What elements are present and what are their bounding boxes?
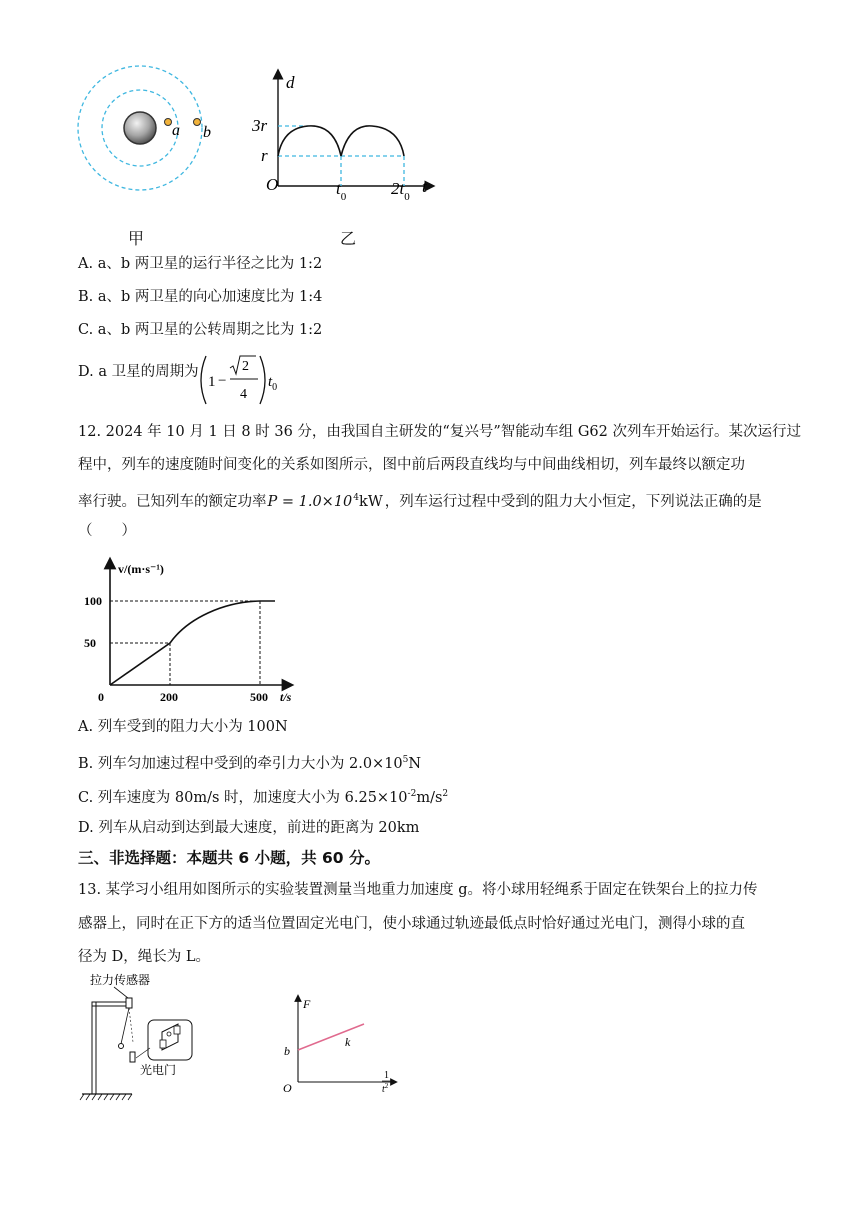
satellite-a	[165, 119, 172, 126]
svg-text:2: 2	[242, 359, 249, 374]
label-sensor: 拉力传感器	[90, 973, 151, 987]
section-3-title: 三、非选择题：本题共 6 小题，共 60 分。	[78, 849, 380, 867]
velocity-time-chart	[76, 555, 306, 705]
f-intercept: b	[284, 1044, 290, 1058]
q13-line-2: 感器上，同时在正下方的适当位置固定光电门，使小球通过轨迹最低点时恰好通过光电门，测得小球的直	[78, 916, 745, 932]
svg-text:t0: $t_0$	[268, 374, 278, 393]
origin-O: O	[266, 175, 279, 194]
q11-option-d	[78, 362, 199, 382]
vt-xlabel: t/s	[280, 690, 292, 704]
f-ylabel: F	[303, 997, 311, 1011]
vt-ylabel: v/(m·s⁻¹)	[118, 562, 164, 576]
q13-line-1: 13. 某学习小组用如图所示的实验装置测量当地重力加速度 g。将小球用轻绳系于固定在铁架台上的拉力传	[78, 882, 758, 898]
q11-option-c: C. a、b 两卫星的公转周期之比为 1:2	[78, 322, 323, 338]
svg-text:1: 1	[208, 374, 216, 390]
svg-text:−: −	[218, 373, 227, 389]
photogate-zoom	[148, 1020, 192, 1060]
q12-line-4: （ ）	[78, 523, 136, 539]
f-line	[298, 1024, 364, 1050]
q12-line-1: 12. 2024 年 10 月 1 日 8 时 36 分，由我国自主研发的“复兴号”智能动车组 G62 次列车开始运行。某次运行过	[78, 424, 801, 440]
tick-3r: 3r	[252, 116, 268, 135]
stand-pole	[92, 1002, 96, 1094]
svg-text:4: 4	[240, 387, 247, 402]
vt-xtick-500: 500	[250, 690, 268, 704]
q11-option-b: B. a、b 两卫星的向心加速度比为 1:4	[78, 289, 323, 305]
label-b: b	[203, 124, 211, 141]
apparatus-figure	[76, 968, 216, 1108]
force-graph	[278, 992, 408, 1102]
f-origin: O	[283, 1081, 292, 1095]
q12-line-2: 程中，列车的速度随时间变化的关系如图所示，图中前后两段直线均与中间曲线相切，列车最终以额定功	[78, 457, 745, 473]
tick-2t0: $2t_0$	[391, 179, 410, 203]
vt-curve	[110, 601, 275, 685]
y-label-d: d	[286, 73, 295, 92]
label-photogate: 光电门	[140, 1063, 177, 1077]
distance-time-graph	[248, 66, 448, 216]
caption-yi: 乙	[340, 229, 357, 248]
label-a: a	[172, 122, 180, 139]
f-xlabel-den: $t^2$	[382, 1082, 389, 1095]
vt-ytick-50: 50	[84, 636, 96, 650]
x-label-t: t	[422, 177, 427, 196]
planet	[124, 112, 156, 144]
q12-line-3: 率行驶。已知列车的额定功率$P = 1.0\times 10^4kW$ ，列车运行过程中受到的阻力大小恒定，下列说法正确的是	[78, 493, 762, 510]
vt-origin: 0	[98, 690, 104, 704]
satellite-b	[194, 119, 201, 126]
orbit-figure	[70, 60, 230, 210]
q11-d-formula	[198, 350, 288, 410]
q12-option-d: D. 列车从启动到达到最大速度，前进的距离为 20km	[78, 820, 420, 836]
tick-r: r	[261, 146, 268, 165]
q12-option-b: B. 列车匀加速过程中受到的牵引力大小为 $2.0\times 10^5N$	[78, 755, 422, 772]
q11-option-a: A. a、b 两卫星的运行半径之比为 1:2	[78, 256, 323, 272]
vt-ytick-100: 100	[84, 594, 102, 608]
f-xlabel-num: 1	[384, 1070, 389, 1081]
tick-t0: $t_0$	[336, 179, 347, 203]
caption-jia: 甲	[128, 229, 145, 248]
q11-d-prefix: D. a 卫星的周期为	[78, 364, 199, 380]
f-slope: k	[345, 1035, 351, 1049]
q13-line-3: 径为 D，绳长为 L。	[78, 949, 210, 965]
q12-option-a: A. 列车受到的阻力大小为 100N	[78, 719, 288, 735]
distance-curve	[278, 126, 404, 156]
photogate-small	[130, 1052, 135, 1062]
sensor	[126, 998, 132, 1008]
vt-xtick-200: 200	[160, 690, 178, 704]
ball	[119, 1044, 124, 1049]
stand-arm	[92, 1002, 130, 1006]
q12-option-c: C. 列车速度为 80m/s 时，加速度大小为 $6.25\times 10^{-2}m/s^2$	[78, 789, 449, 806]
